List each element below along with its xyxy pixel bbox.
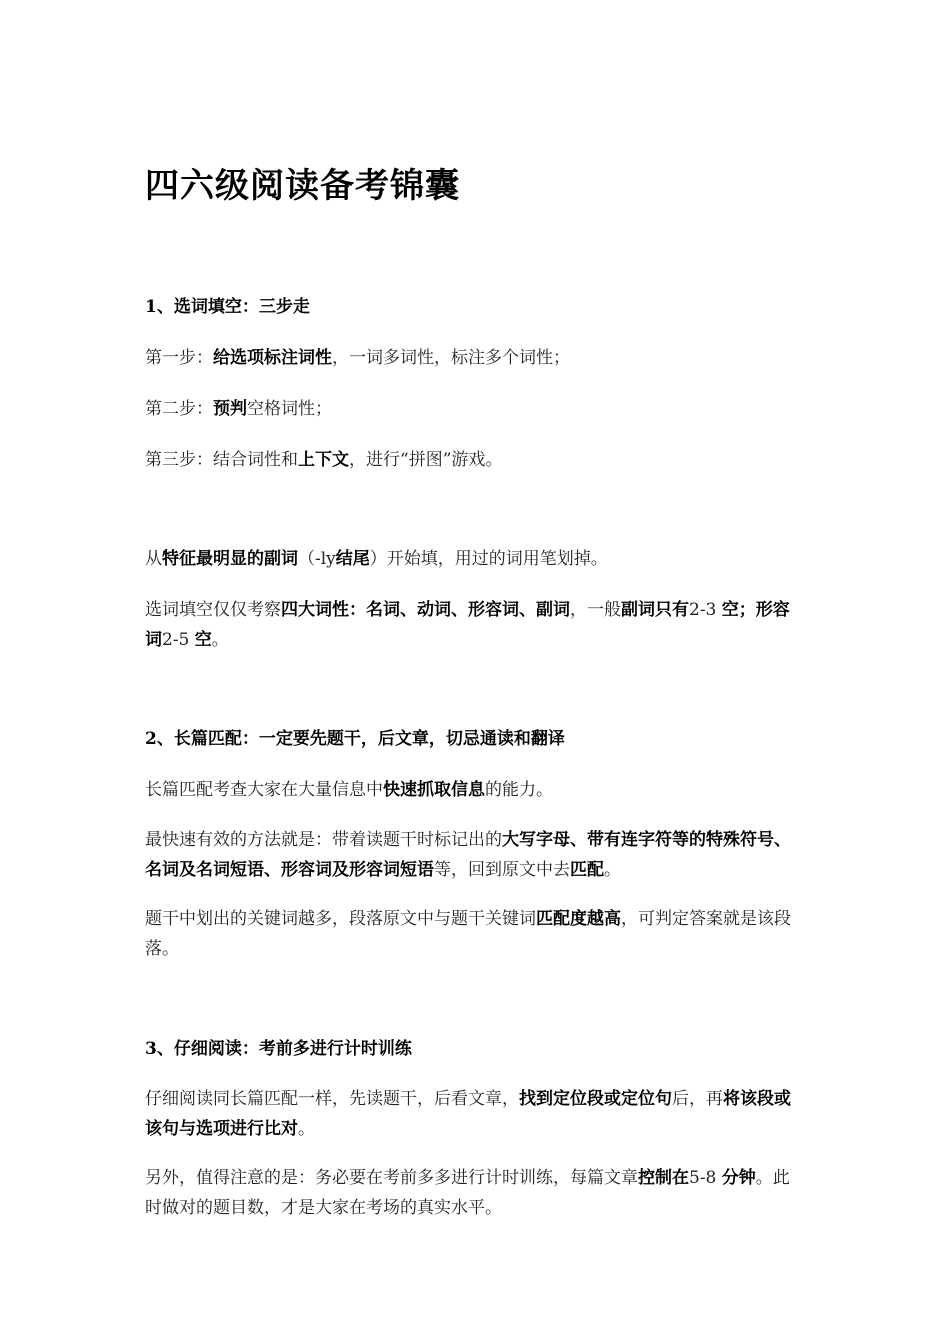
text-run: 第一步： [145,348,213,368]
bold-text: 控制在 [638,1168,689,1188]
text-run: 另外，值得注意的是：务必要在考前多多进行计时训练，每篇文章 [145,1168,638,1188]
bold-text: 将该段或该句与选项进行比对 [145,1089,791,1139]
text-run: 2-3 [689,600,722,620]
bold-text: 匹配度越高 [536,909,621,929]
bold-text: 匹配 [570,860,604,880]
bold-text: 空；形容词 [145,600,790,650]
bold-text: 预判 [213,399,247,419]
document-title: 四六级阅读备考锦囊 [145,166,460,206]
section-1-paragraph [145,445,797,475]
bold-text: 找到定位段或定位句 [519,1089,672,1109]
section-3-paragraph [145,1084,797,1144]
bold-text: 副词只有 [621,600,689,620]
text-run: 第三步：结合词性和 [145,450,298,470]
text-run: 从 [145,549,162,569]
bold-text: 快速抓取信息 [383,780,485,800]
text-run: 最快速有效的方法就是：带着读题干时标记出的 [145,830,502,850]
text-run: ，一般 [570,600,621,620]
text-run: ，一词多词性，标注多个词性； [332,348,570,368]
bold-text: 分钟 [721,1168,756,1188]
text-run: 仔细阅读同长篇匹配一样，先读题干，后看文章， [145,1089,519,1109]
section-2-paragraph [145,775,797,805]
text-run: 题干中划出的关键词越多，段落原文中与题干关键词 [145,909,536,929]
section-2-heading: 2、长篇匹配：一定要先题干，后文章，切忌通读和翻译 [145,729,565,749]
text-run: 。 [211,630,229,650]
text-run: 。此时做对的题目数，才是大家在考场的真实水平。 [145,1168,790,1218]
bold-text: 结尾 [335,549,370,569]
section-2-paragraph [145,825,797,885]
text-run: （-ly [298,549,336,569]
text-run: 后，再 [672,1089,723,1109]
text-run: 的能力。 [485,780,553,800]
bold-text: 上下文 [298,450,349,470]
text-run: 第二步： [145,399,213,419]
text-run: 5-8 [689,1168,722,1188]
text-run: 空格词性； [247,399,332,419]
bold-text: 给选项标注词性 [213,348,332,368]
text-run: 等，回到原文中去 [434,860,570,880]
text-run: ，进行“拼图”游戏。 [349,450,503,470]
section-3-heading: 3、仔细阅读：考前多进行计时训练 [145,1039,412,1059]
section-1-paragraph [145,595,797,655]
section-1-paragraph [145,394,797,424]
section-1-paragraph [145,343,797,373]
section-3-paragraph [145,1163,797,1223]
text-run: 2-5 [162,630,195,650]
section-1-paragraph [145,544,797,574]
section-1-heading: 1、选词填空：三步走 [145,297,310,317]
text-run: 长篇匹配考查大家在大量信息中 [145,780,383,800]
text-run: 。 [604,860,621,880]
bold-text: 特征最明显的副词 [162,549,298,569]
text-run: ，可判定答案就是该段落。 [145,909,791,959]
section-2-paragraph [145,904,797,964]
text-run: 选词填空仅仅考察 [145,600,281,620]
bold-text: 四大词性：名词、动词、形容词、副词 [281,600,570,620]
text-run: 。 [298,1119,315,1139]
text-run: ）开始填，用过的词用笔划掉。 [369,549,608,569]
bold-text: 大写字母、带有连字符等的特殊符号、名词及名词短语、形容词及形容词短语 [145,830,791,880]
bold-text: 空 [194,630,212,650]
